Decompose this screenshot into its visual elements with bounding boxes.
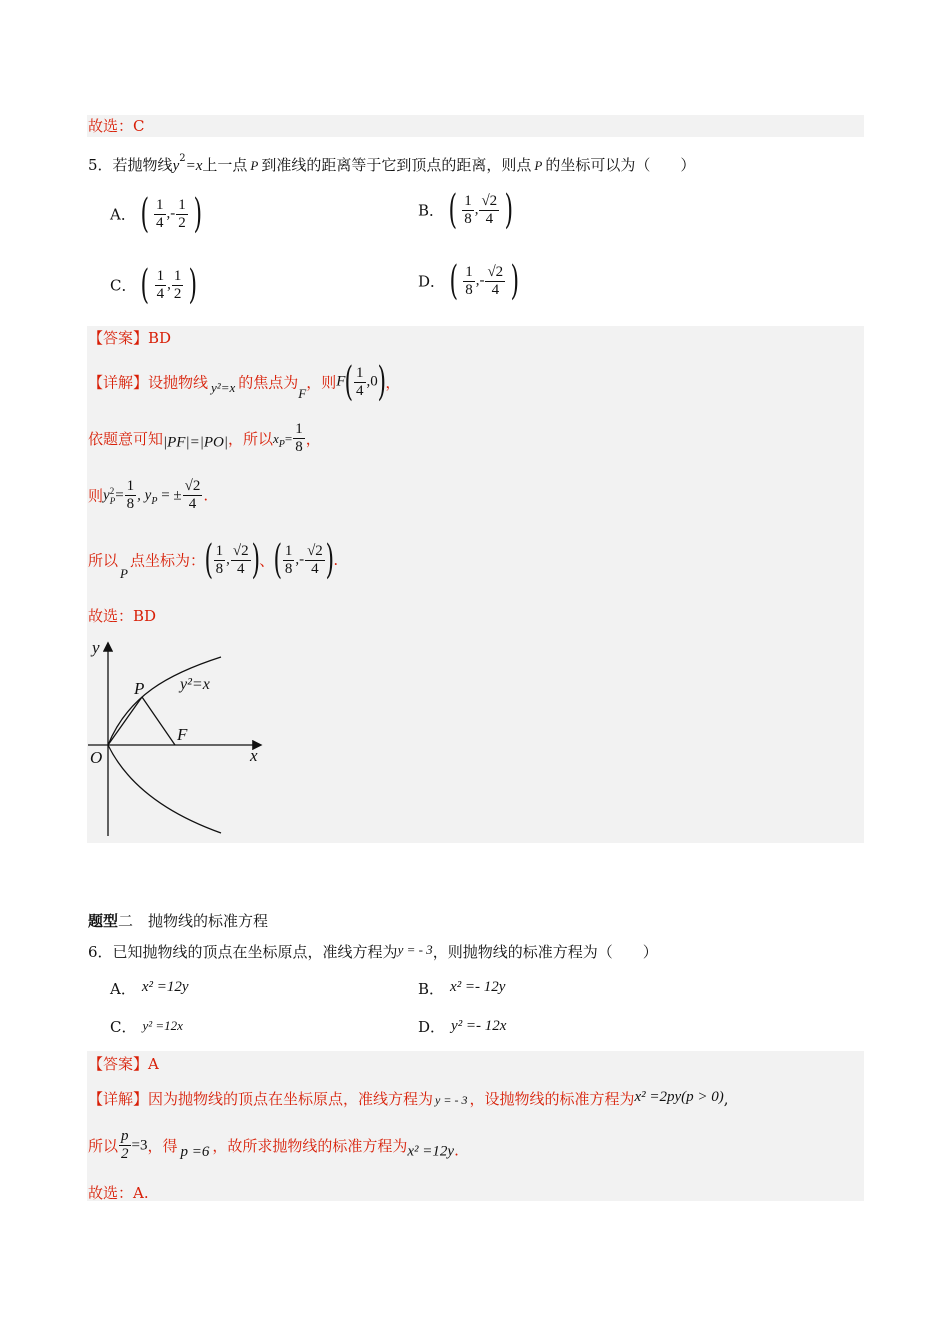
q6-option-a-expr: x² =12y bbox=[141, 979, 189, 995]
option-a-sep: ,- bbox=[166, 205, 176, 222]
option-b-x-fraction bbox=[462, 193, 474, 228]
q6-d1-b: ，设抛物线的标准方程为 bbox=[469, 1090, 635, 1108]
q5-d3-sub: P bbox=[109, 495, 116, 506]
q5-d3-end: . bbox=[203, 486, 209, 505]
q5-d4-c2-sep: ,- bbox=[295, 551, 305, 568]
q5-d4-c2-y bbox=[305, 543, 325, 578]
q5-d2-eq: |PF|=|PO| bbox=[163, 434, 228, 451]
frac-num: 1 bbox=[156, 196, 164, 213]
q6-answer: A bbox=[148, 1055, 159, 1073]
q6-stem-a: 已知抛物线的顶点在坐标原点，准线方程为 bbox=[112, 943, 398, 961]
q5-d2-fraction bbox=[293, 421, 305, 456]
q6-option-d-expr: y² =- 12x bbox=[451, 1018, 507, 1034]
frac-den: 4 bbox=[491, 281, 500, 298]
frac-den: 4 bbox=[311, 560, 319, 577]
section-title-rest: 二 抛物线的标准方程 bbox=[118, 912, 269, 930]
q6-d1-eq2: x² =2py(p > 0) bbox=[634, 1089, 724, 1105]
q5-d2-b: ，所以 bbox=[227, 430, 273, 448]
q6-detail-line2 bbox=[88, 1128, 459, 1163]
q6-option-a-label: A． bbox=[110, 980, 136, 998]
q5-d3-y: y bbox=[103, 487, 110, 503]
q5-d1-fraction bbox=[354, 365, 366, 400]
q5-d4-end: . bbox=[333, 551, 339, 569]
q5-detail-line4 bbox=[88, 537, 339, 583]
frac-num: √2 bbox=[232, 542, 249, 559]
option-c-x-fraction bbox=[155, 268, 167, 303]
frac-den: 4 bbox=[236, 560, 245, 577]
q6-option-b-expr: x² =- 12y bbox=[450, 979, 506, 995]
frac-den: 4 bbox=[356, 382, 364, 399]
right-paren: ) bbox=[325, 537, 334, 583]
q6-option-c-label: C． bbox=[110, 1018, 137, 1036]
frac-num: √2 bbox=[481, 192, 498, 209]
q6-d2-p: p =6 bbox=[180, 1143, 210, 1160]
left-paren: ( bbox=[448, 187, 457, 233]
prev-answer-block bbox=[87, 115, 864, 137]
frac-num: √2 bbox=[487, 263, 504, 280]
q6-d1-end: , bbox=[723, 1090, 729, 1108]
option-d-sep: ,- bbox=[475, 272, 485, 289]
q6-answer-tag: 【答案】 bbox=[88, 1055, 149, 1073]
q5-option-a-label: A． bbox=[110, 205, 136, 224]
frac-num: 1 bbox=[356, 364, 364, 381]
q5-d1-F: F bbox=[298, 386, 307, 401]
q6-option-c[interactable] bbox=[110, 1016, 183, 1039]
frac-den: 2 bbox=[173, 285, 182, 302]
option-c-y-fraction bbox=[172, 268, 184, 303]
segment-pf bbox=[142, 697, 175, 745]
q5-d1-end: ， bbox=[385, 373, 401, 392]
q5-stem-b: 上一点 bbox=[202, 156, 248, 174]
q5-d1-b: 的焦点为 bbox=[238, 373, 299, 392]
frac-num: 1 bbox=[178, 196, 186, 213]
q5-d3-eq: = bbox=[115, 487, 124, 503]
q6-d2-b: ，得 bbox=[147, 1137, 178, 1155]
q5-answer: BD bbox=[148, 329, 172, 347]
q5-d3-sup: 2 bbox=[109, 485, 115, 496]
frac-den: 2 bbox=[121, 1146, 129, 1162]
q5-answer-line bbox=[88, 327, 171, 349]
frac-den: 4 bbox=[156, 214, 164, 231]
q5-d3-pm: = ± bbox=[157, 487, 182, 503]
q5-stem-a: 若抛物线 bbox=[112, 156, 173, 174]
q6-d2-eq2: x² =12y bbox=[407, 1143, 455, 1160]
q5-stem-d: 的坐标可以为（ ） bbox=[545, 156, 696, 174]
q5-d2-end: ， bbox=[305, 430, 321, 448]
frac-den: 8 bbox=[126, 496, 135, 512]
q5-d2-sub: P bbox=[278, 438, 285, 450]
curve-label: y²=x bbox=[180, 676, 210, 693]
q5-d4-c1-sep: , bbox=[226, 551, 230, 568]
q5-detail-tag: 【详解】 bbox=[88, 373, 149, 392]
right-paren: ) bbox=[504, 187, 514, 233]
frac-num: 1 bbox=[173, 267, 182, 284]
q5-stem-eq-rest: =x bbox=[185, 158, 203, 174]
right-paren: ) bbox=[188, 262, 198, 308]
option-a-y-fraction bbox=[176, 197, 188, 232]
frac-den: 8 bbox=[215, 560, 224, 577]
q6-option-a[interactable] bbox=[110, 978, 189, 1001]
option-d-y-fraction bbox=[485, 264, 505, 299]
q5-option-c[interactable] bbox=[110, 262, 198, 308]
right-paren: ) bbox=[193, 191, 202, 237]
q5-d3-mid: , y bbox=[137, 487, 152, 503]
q5-d2-eqsign: = bbox=[284, 430, 293, 446]
q5-stem-eq-y: y bbox=[172, 158, 180, 174]
x-axis-label: x bbox=[250, 746, 258, 765]
q5-stem-p1: P bbox=[250, 158, 259, 173]
q5-d3-sub2: P bbox=[151, 495, 158, 507]
q5-parabola-figure bbox=[88, 636, 268, 840]
frac-num: √2 bbox=[184, 478, 201, 494]
q5-option-b[interactable] bbox=[418, 187, 514, 233]
q5-number: 5． bbox=[88, 156, 113, 174]
q5-answer-tag: 【答案】 bbox=[88, 329, 149, 347]
frac-num: p bbox=[121, 1128, 129, 1144]
frac-num: 1 bbox=[465, 263, 473, 280]
q6-option-d-label: D． bbox=[418, 1018, 446, 1036]
left-paren: ( bbox=[140, 262, 150, 308]
origin-label: O bbox=[90, 748, 103, 767]
q5-stem bbox=[88, 151, 695, 177]
q5-option-b-label: B． bbox=[418, 201, 445, 220]
q5-d3-a: 则 bbox=[88, 487, 104, 505]
q6-stem bbox=[88, 941, 658, 964]
q5-d2-xp: x bbox=[272, 430, 279, 446]
q6-d1-a: 因为抛物线的顶点在坐标原点，准线方程为 bbox=[148, 1090, 434, 1108]
frac-num: 1 bbox=[156, 267, 165, 284]
q6-d1-eq: y = - 3 bbox=[435, 1093, 468, 1107]
section-title-bold: 题型 bbox=[88, 912, 119, 930]
q6-stem-b: ，则抛物线的标准方程为（ ） bbox=[432, 943, 658, 961]
frac-den: 8 bbox=[284, 560, 293, 577]
q5-detail-line1 bbox=[88, 359, 401, 405]
option-a-x-fraction bbox=[154, 197, 166, 232]
point-f-label: F bbox=[177, 725, 188, 744]
frac-den: 8 bbox=[464, 210, 472, 227]
q5-d4-c2-x bbox=[283, 543, 295, 578]
q5-d4-b: 点坐标为： bbox=[129, 551, 205, 570]
frac-num: 1 bbox=[126, 478, 135, 494]
q6-option-b[interactable] bbox=[418, 978, 505, 1001]
q5-stem-p2: P bbox=[534, 158, 543, 173]
frac-num: 1 bbox=[295, 421, 303, 437]
q6-answer-line bbox=[88, 1053, 159, 1075]
frac-num: √2 bbox=[307, 542, 323, 559]
right-paren: ) bbox=[510, 258, 520, 304]
q5-d4-c1-x bbox=[214, 543, 226, 578]
q6-d2-eq: =3 bbox=[131, 1137, 148, 1153]
q6-detail-tag: 【详解】 bbox=[88, 1090, 149, 1108]
q6-d2-fraction bbox=[119, 1128, 131, 1163]
left-paren: ( bbox=[344, 359, 354, 405]
q6-option-d[interactable] bbox=[418, 1016, 506, 1039]
q5-detail-line3 bbox=[88, 478, 208, 513]
q5-d3-fraction2 bbox=[183, 478, 203, 513]
frac-den: 2 bbox=[178, 214, 186, 231]
q6-conclusion: 故选：A. bbox=[88, 1184, 149, 1202]
frac-num: 1 bbox=[284, 542, 293, 559]
q5-d1-tail: ,0 bbox=[366, 373, 378, 390]
right-paren: ) bbox=[377, 359, 386, 405]
frac-num: 1 bbox=[464, 192, 472, 209]
left-paren: ( bbox=[204, 537, 214, 583]
q5-d1-c: ，则 bbox=[306, 373, 337, 392]
q5-d4-c1-y bbox=[231, 543, 251, 578]
q6-option-c-expr: y² =12x bbox=[142, 1018, 183, 1033]
frac-den: 8 bbox=[465, 281, 473, 298]
q5-d4-a: 所以 bbox=[88, 551, 119, 570]
q6-stem-eq: y = - 3 bbox=[397, 942, 433, 957]
q6-solution-block bbox=[87, 1051, 864, 1201]
q5-conclusion: 故选：BD bbox=[88, 607, 157, 625]
option-b-y-fraction bbox=[479, 193, 499, 228]
q5-d1-eq: y²=x bbox=[211, 380, 236, 395]
left-paren: ( bbox=[449, 258, 458, 304]
q5-d1-a: 设抛物线 bbox=[148, 373, 209, 392]
q6-d2-end: . bbox=[454, 1141, 459, 1160]
q5-d4-P: P bbox=[120, 566, 128, 581]
segment-po bbox=[108, 697, 142, 745]
frac-num: 1 bbox=[215, 542, 224, 559]
option-c-sep: , bbox=[167, 276, 171, 293]
q5-d4-comma: 、 bbox=[259, 551, 275, 570]
q5-d2-a: 依题意可知 bbox=[88, 430, 164, 448]
q6-d2-c: ，故所求抛物线的标准方程为 bbox=[212, 1137, 408, 1155]
q5-option-a[interactable] bbox=[110, 191, 202, 237]
q6-option-b-label: B． bbox=[418, 980, 445, 998]
right-paren: ) bbox=[251, 537, 260, 583]
frac-den: 4 bbox=[156, 285, 165, 302]
frac-den: 4 bbox=[485, 210, 494, 227]
y-axis-label: y bbox=[92, 638, 100, 657]
q6-number: 6． bbox=[88, 943, 113, 961]
q6-detail-line1 bbox=[88, 1088, 729, 1111]
q5-d1-F2: F bbox=[336, 373, 346, 390]
q5-option-d[interactable] bbox=[418, 258, 520, 304]
q5-d3-fraction bbox=[125, 478, 137, 513]
option-b-sep: , bbox=[474, 201, 479, 218]
left-paren: ( bbox=[140, 191, 149, 237]
q5-stem-eq-exp: 2 bbox=[179, 153, 186, 164]
q5-option-c-label: C． bbox=[110, 276, 137, 295]
q5-option-d-label: D． bbox=[418, 272, 446, 291]
frac-den: 4 bbox=[188, 496, 197, 512]
option-d-x-fraction bbox=[463, 264, 475, 299]
left-paren: ( bbox=[273, 537, 283, 583]
q5-stem-c: 到准线的距离等于它到顶点的距离，则点 bbox=[261, 156, 532, 174]
point-p-label: P bbox=[134, 679, 145, 698]
q6-d2-a: 所以 bbox=[88, 1137, 119, 1155]
q5-detail-line2 bbox=[88, 421, 321, 456]
frac-den: 8 bbox=[295, 439, 303, 455]
section-title bbox=[88, 910, 268, 932]
prev-answer-text: 故选：C bbox=[88, 117, 145, 135]
